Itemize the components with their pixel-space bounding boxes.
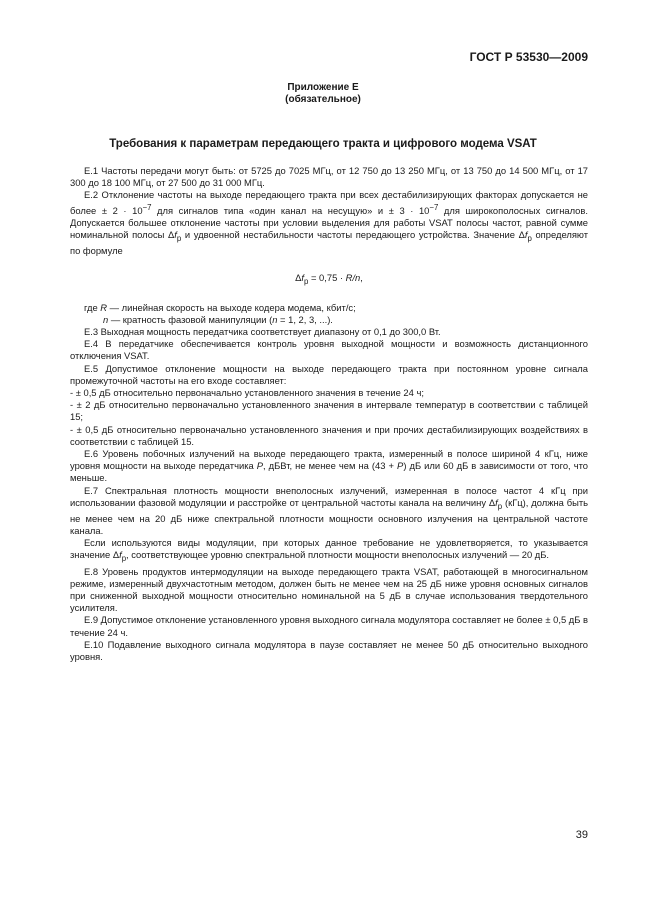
paragraph-e1: Е.1 Частоты передачи могут быть: от 5725 до 7025 МГц, от 12 750 до 13 250 МГц, от 13 750 до 14 500 МГц, от 17 300 до 18 100 МГц, от 27 500 до 31 000 МГц. — [70, 165, 588, 189]
paragraph-e3: Е.3 Выходная мощность передатчика соответствует диапазону от 0,1 до 300,0 Вт. — [84, 325, 441, 337]
paragraph-e7-note: Если используются виды модуляции, при которых данное требование не удовлетворяется, то указывается значение $\Delta f_p$, соответствующее уровню спектральной плотности мощности внеполосных излучений — 20 дБ. — [70, 537, 588, 564]
annex-status: (обязательное) — [285, 94, 361, 105]
paragraph-e6: Е.6 Уровень побочных излучений на выходе передающего тракта, измеренный в полосе шириной 4 кГц, ниже уровня мощности на выходе передатчика P, дБВт, не менее чем на (43 + P) дБ или 60 дБ в зависимости от того, что меньше. — [70, 447, 588, 484]
paragraph-e7: Е.7 Спектральная плотность мощности внеполосных излучений, измеренная в полосе частот 4 кГц при использовании фазовой модуляции и расстройке от центральной частоты канала на величину $\Delta f_p$ (кГц), должна быть не менее чем на 20 дБ ниже спектральной плотности мощности основного излучения на центральной частоте канала. — [70, 484, 589, 537]
paragraph-e2: Е.2 Отклонение частоты на выходе передающего тракта при всех дестабилизирующих факторах допускается не более ± $2 \cdot 10^{-7}$ для сигналов типа «один канал на несущую» $и \pm 3 \cdot 10^{-7}$ для широкополосных сигналов. Допускается большее отклонение частоты при условии выделения для работы VSAT полосы частот, равной сумме номинальной полосы $\Delta f_p$ и удвоенной нестабильности частоты передающего устройства. Значение $\Delta f_p$ определяют по формуле — [70, 189, 589, 257]
paragraph-e5-item-1: - ± 0,5 дБ относительно первоначально установленного значения в течение 24 ч; — [70, 386, 424, 398]
paragraph-e9: Е.9 Допустимое отклонение установленного уровня выходного сигнала модулятора составляет не более ± 0,5 дБ в течение 24 ч. — [70, 614, 588, 638]
annex-heading — [0, 82, 646, 106]
paragraph-e4: Е.4 В передатчике обеспечивается контроль уровня выходной мощности и возможность дистанционного отключения VSAT. — [70, 338, 588, 362]
annex-label: Приложение Е — [287, 82, 359, 93]
standard-header: ГОСТ Р 53530—2009 — [469, 50, 588, 64]
section-title: Требования к параметрам передающего тракта и цифрового модема VSAT — [109, 138, 537, 150]
formula: $\Delta f_p = 0,75 \cdot R/n$, — [295, 272, 363, 287]
paragraph-e8: Е.8 Уровень продуктов интермодуляции на выходе передающего тракта VSAT, работающей в многосигнальном режиме, измеренный двухчастотным методом, должен быть не менее чем на 25 дБ ниже уровня основных сигналов при сниженной выходной мощности относительно номинальной на 5 дБ в случае использования твердотельного усилителя. — [70, 565, 588, 614]
paragraph-e5-item-2: - ± 2 дБ относительно первоначально установленного значения в интервале температур в соответствии с таблицей 15; — [70, 399, 588, 423]
document-body — [70, 165, 588, 663]
paragraph-e5-item-3: - ± 0,5 дБ относительно первоначально установленного значения и при прочих дестабилизирующих воздействиях в соответствии с таблицей 15. — [70, 423, 588, 447]
paragraph-e10: Е.10 Подавление выходного сигнала модулятора в паузе составляет не менее 50 дБ относительно выходного уровня. — [70, 638, 588, 662]
formula-where-r: где R — линейная скорость на выходе кодера модема, кбит/с; — [84, 301, 356, 313]
page-number: 39 — [575, 829, 588, 841]
paragraph-e5: Е.5 Допустимое отклонение мощности на выходе передающего тракта при постоянном уровне сигнала промежуточной частоты на его входе составляет: — [70, 362, 588, 386]
formula-where-n: n — кратность фазовой манипуляции (n = 1, 2, 3, ...). — [103, 313, 333, 325]
